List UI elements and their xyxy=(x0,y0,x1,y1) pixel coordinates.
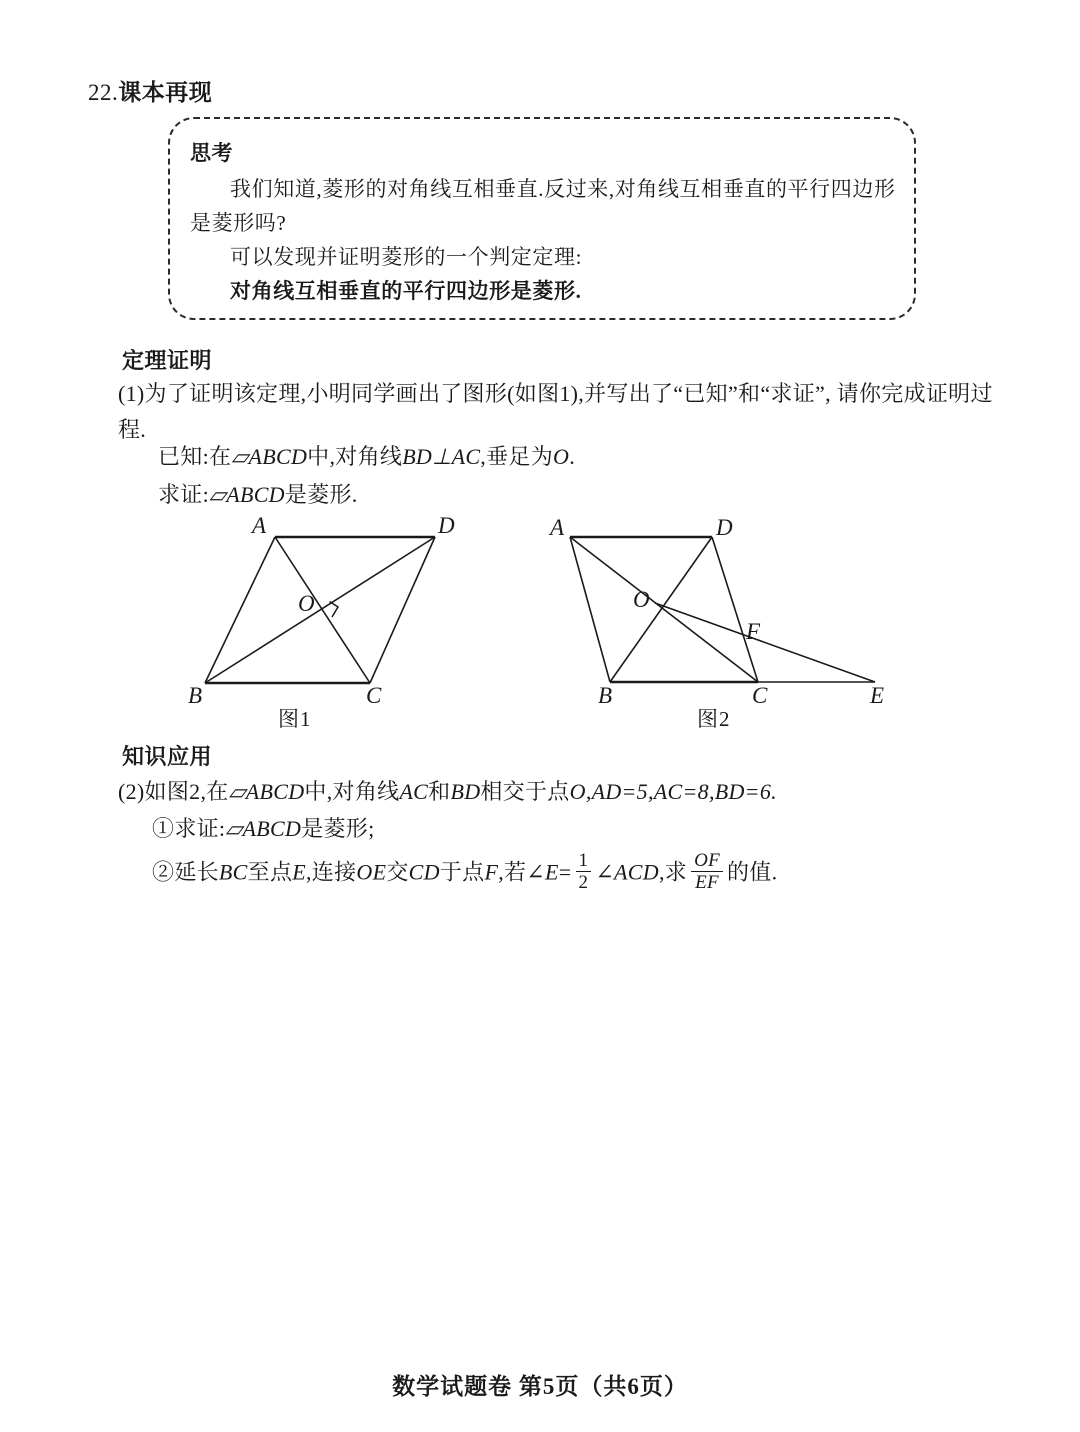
fraction-one-half-numerator: 1 xyxy=(578,850,589,871)
question-number: 22. xyxy=(88,80,119,105)
knowledge-application-sub-2 xyxy=(152,850,777,894)
sub2-text-b: 至点 xyxy=(247,859,293,885)
figure-1-caption: 图1 xyxy=(278,707,312,731)
figure-2 xyxy=(540,515,900,710)
sub2-angle-e: E xyxy=(545,859,559,885)
figure-2-caption: 图2 xyxy=(697,707,731,731)
given-line xyxy=(158,440,575,471)
page-footer: 数学试题卷 第5页（共6页） xyxy=(392,1374,688,1399)
knowledge-application-sub-1 xyxy=(152,812,375,843)
sub2-text-g: ,若∠ xyxy=(498,859,546,885)
thinking-box xyxy=(168,117,916,320)
thinking-paragraph-2: 可以发现并证明菱形的一个判定定理: xyxy=(230,245,583,269)
prove-parallelogram-abcd: ▱ABCD xyxy=(209,482,285,507)
sub2-point-e: E xyxy=(292,859,306,885)
knowledge-application-item-2 xyxy=(118,775,777,806)
given-period: . xyxy=(569,444,576,469)
diagonal-AC xyxy=(275,537,370,683)
fraction-one-half-denominator: 2 xyxy=(576,871,592,893)
item2-segment-bd: BD xyxy=(450,779,481,804)
item2-part-3: 和 xyxy=(428,779,451,804)
sub2-text-c: ,连接 xyxy=(306,859,357,885)
segment-DC xyxy=(712,537,758,682)
sub2-segment-oe: OE xyxy=(356,859,387,885)
fraction-of-numerator: OF xyxy=(694,850,720,871)
diagonal-AC xyxy=(570,537,758,682)
theorem-proof-heading: 定理证明 xyxy=(122,348,213,373)
thinking-paragraph-1: 我们知道,菱形的对角线互相垂直.反过来,对角线互相垂直的平行四边形是菱形吗? xyxy=(190,177,896,235)
theorem-proof-item-1 xyxy=(118,376,998,448)
prove-label: 求证: xyxy=(158,482,210,507)
figure-1-label-O: O xyxy=(298,591,315,616)
figure-1-drawing xyxy=(180,515,480,705)
figure-1-label-A: A xyxy=(252,515,267,538)
item2-point-o: O xyxy=(569,779,586,804)
given-parallelogram-abcd: ▱ABCD xyxy=(231,444,308,469)
figure-2-label-A: A xyxy=(550,515,565,540)
item2-part-2: 中,对角线 xyxy=(304,779,400,804)
knowledge-application-heading: 知识应用 xyxy=(122,744,213,769)
sub2-angle-acd: ACD xyxy=(614,859,659,885)
given-rest-1: 中,对角线 xyxy=(307,444,403,469)
sub2-equals: = xyxy=(558,859,572,885)
sub2-text-h: ∠ xyxy=(595,859,615,885)
item2-part-4: 相交于点 xyxy=(480,779,570,804)
sub2-segment-bc: BC xyxy=(218,859,248,885)
sub1-marker: ① xyxy=(152,816,175,841)
item2-parallelogram-abcd: ▱ABCD xyxy=(228,779,305,804)
prove-line xyxy=(158,478,358,509)
figure-2-label-C: C xyxy=(752,683,768,705)
figure-1-label-B: B xyxy=(188,683,203,705)
fraction-ef-denominator: EF xyxy=(691,871,723,893)
item2-part-1: (2)如图2,在 xyxy=(118,779,229,804)
figure-2-drawing xyxy=(540,515,900,705)
sub1-label: 求证: xyxy=(174,816,226,841)
sub2-text-d: 交 xyxy=(386,859,409,885)
figure-1 xyxy=(180,515,480,710)
given-rest-2: ,垂足为 xyxy=(480,444,553,469)
thinking-paragraph-3: 对角线互相垂直的平行四边形是菱形. xyxy=(230,279,582,303)
theorem-proof-item-1-text: (1)为了证明该定理,小明同学画出了图形(如图1),并写出了“已知”和“求证”, 请你完成证明过程. xyxy=(118,381,993,442)
thinking-box-title: 思考 xyxy=(190,141,233,165)
segment-OE xyxy=(655,603,875,682)
sub2-text-i: ,求 xyxy=(658,859,688,885)
sub1-parallelogram-abcd: ▱ABCD xyxy=(225,816,302,841)
sub2-text-f: 于点 xyxy=(439,859,485,885)
diagonal-BD xyxy=(610,537,712,682)
figure-2-label-B: B xyxy=(598,683,613,705)
figure-1-label-C: C xyxy=(366,683,382,705)
fraction-one-half xyxy=(576,850,592,894)
question-heading xyxy=(88,74,212,107)
figure-2-label-O: O xyxy=(633,587,650,612)
figure-2-label-F: F xyxy=(746,619,761,644)
segment-DC xyxy=(370,537,435,683)
given-foot-point: O xyxy=(553,444,570,469)
fraction-of-over-ef xyxy=(691,850,723,894)
prove-rest: 是菱形. xyxy=(284,482,358,507)
item2-measurements: ,AD=5,AC=8,BD=6. xyxy=(585,779,777,804)
sub2-text-j: 的值. xyxy=(727,859,778,885)
sub1-rest: 是菱形; xyxy=(301,816,375,841)
sub2-text-a: 延长 xyxy=(174,859,219,885)
figure-1-label-D: D xyxy=(438,515,455,538)
given-perpendicular-expression: BD⊥AC xyxy=(402,444,481,469)
sub2-point-f: F xyxy=(484,859,499,885)
question-title: 课本再现 xyxy=(118,80,213,105)
segment-BA xyxy=(570,537,610,682)
sub2-marker: ② xyxy=(152,859,175,885)
figure-2-label-D: D xyxy=(716,515,733,540)
sub2-segment-cd: CD xyxy=(408,859,440,885)
item2-segment-ac: AC xyxy=(399,779,429,804)
figure-2-label-E: E xyxy=(870,683,885,705)
given-label: 已知:在 xyxy=(158,444,232,469)
